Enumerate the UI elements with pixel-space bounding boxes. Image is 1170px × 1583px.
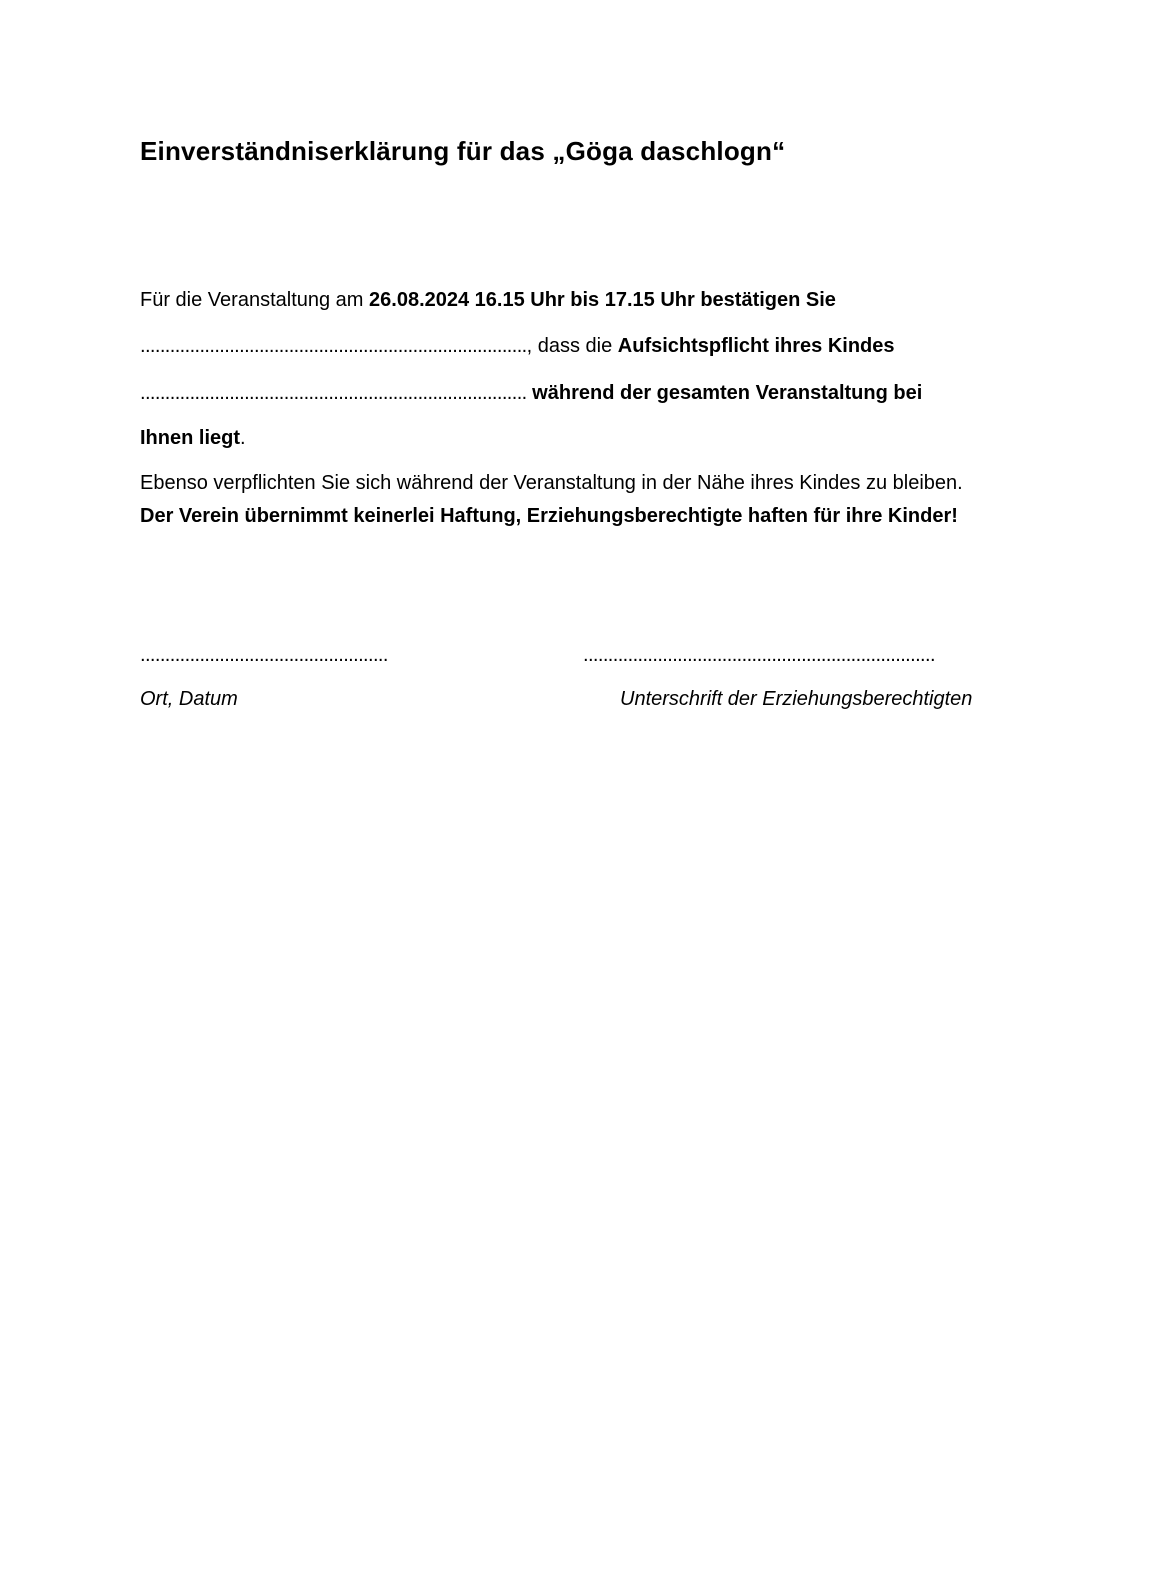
liability-disclaimer: Der Verein übernimmt keinerlei Haftung, Erziehungsberechtigte haften für ihre Kinder! [140,505,958,527]
responsibility-phrase: Ihnen liegt [140,427,240,449]
responsibility-line [140,427,246,450]
child-name-line [140,382,922,405]
place-date-blank[interactable]: .................................................. [140,644,388,666]
parent-name-blank[interactable]: .............................................................................. [140,335,527,357]
obligation-text: Ebenso verpflichten Sie sich während der Veranstaltung in der Nähe ihres Kindes zu bleiben. [140,472,963,494]
document-title: Einverständniserklärung für das „Göga daschlogn“ [140,136,786,166]
event-intro: Für die Veranstaltung am [140,289,370,311]
supervision-phrase: Aufsichtspflicht ihres Kindes [617,335,895,357]
child-name-blank[interactable]: .............................................................................. [140,382,527,404]
event-line [140,289,836,312]
parent-name-connector: , dass die [526,335,618,357]
responsibility-period: . [240,427,246,449]
parent-name-line [140,335,895,358]
place-date-label: Ort, Datum [140,688,238,710]
event-date-time: 26.08.2024 16.15 Uhr bis 17.15 Uhr bestätigen Sie [369,289,836,311]
signature-blank[interactable]: ....................................................................... [583,644,935,666]
signature-label: Unterschrift der Erziehungsberechtigten [620,688,973,710]
duration-phrase: während der gesamten Veranstaltung bei [526,382,923,404]
